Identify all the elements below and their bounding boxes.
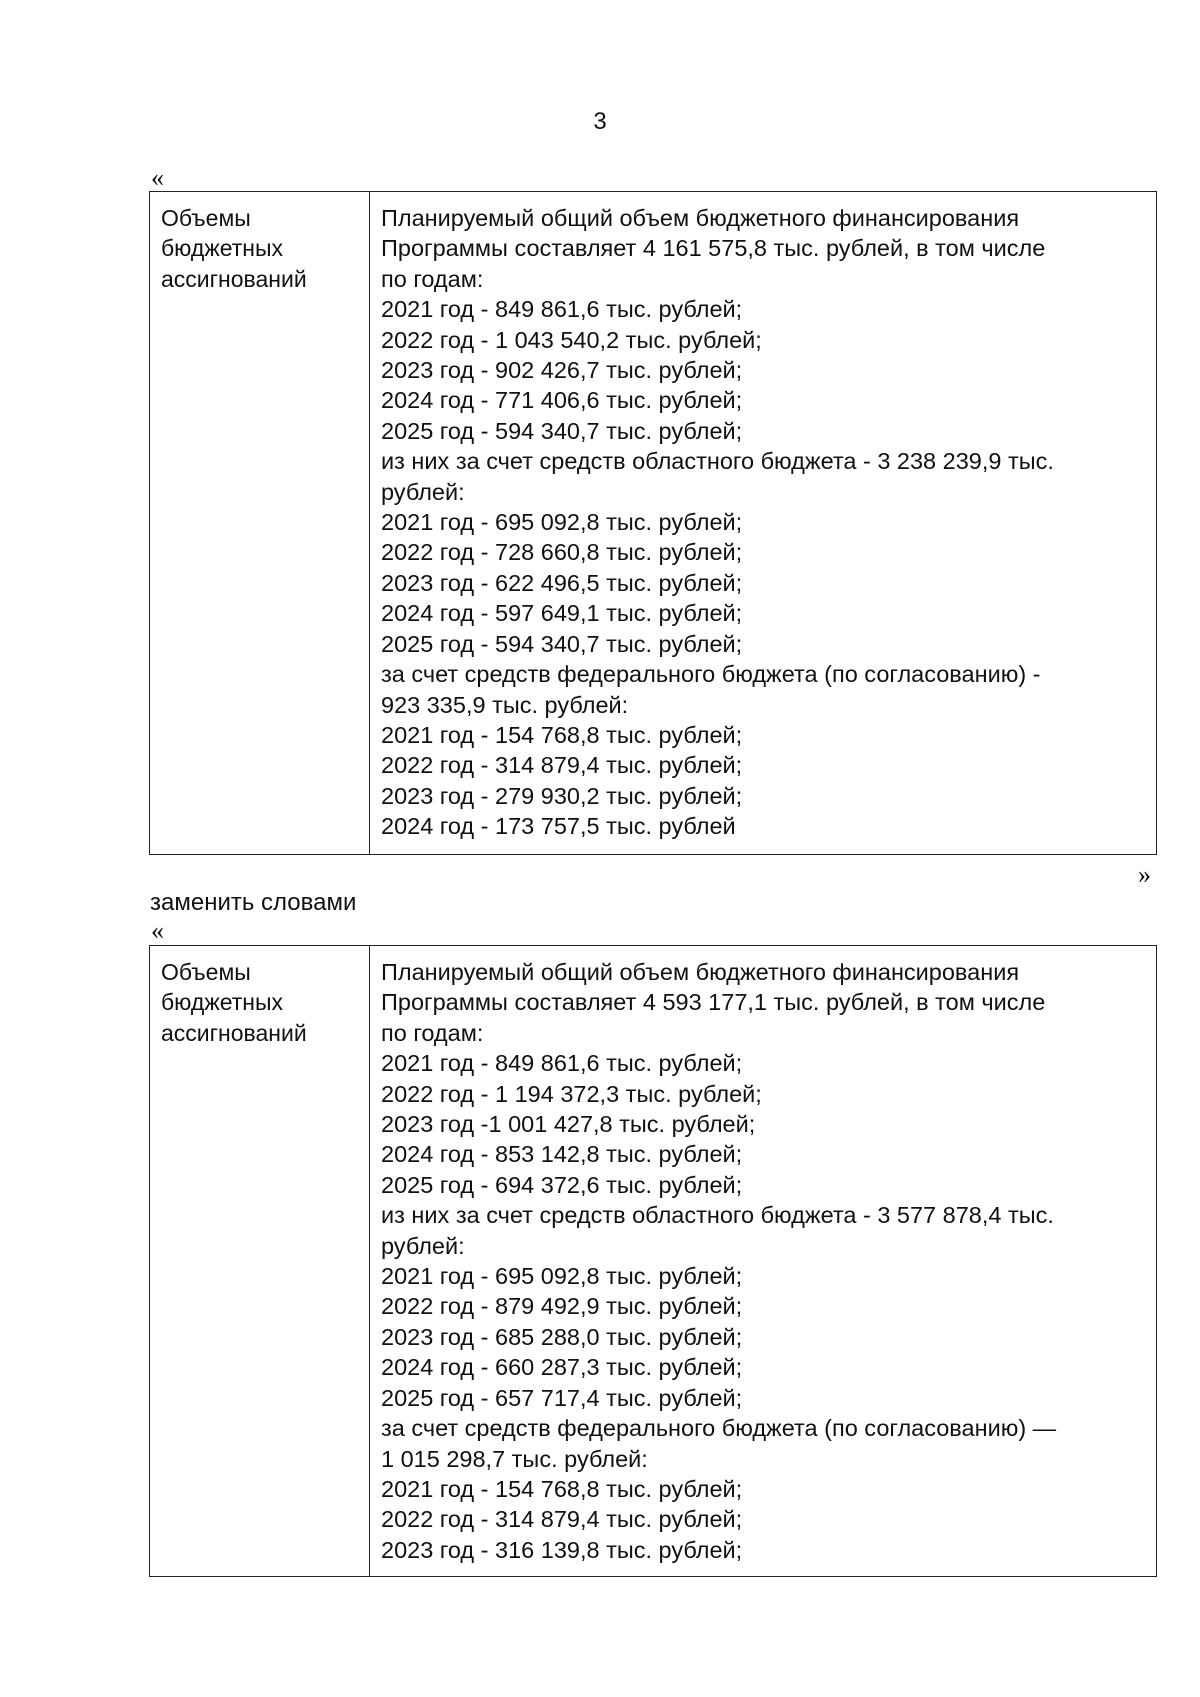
funding-line: 2021 год - 695 092,8 тыс. рублей; — [381, 509, 743, 536]
new-table-content-cell — [370, 946, 1156, 1576]
replace-with-text: заменить словами — [150, 889, 357, 916]
funding-line: 2023 год - 685 288,0 тыс. рублей; — [381, 1323, 743, 1350]
old-table-label-cell — [150, 192, 370, 854]
funding-line: из них за счет средств областного бюджета - 3 577 878,4 тыс. — [381, 1202, 1054, 1229]
funding-line: Планируемый общий объем бюджетного финансирования — [381, 959, 1020, 985]
funding-line: 2022 год - 1 043 540,2 тыс. рублей; — [381, 326, 762, 353]
funding-line: 2022 год - 879 492,9 тыс. рублей; — [381, 1293, 743, 1320]
funding-line: 2021 год - 154 768,8 тыс. рублей; — [381, 1475, 743, 1502]
funding-line: 2023 год - 622 496,5 тыс. рублей; — [381, 569, 743, 596]
funding-line: 2024 год - 597 649,1 тыс. рублей; — [381, 600, 743, 627]
funding-line: 2025 год - 594 340,7 тыс. рублей; — [381, 417, 743, 444]
funding-line: 2022 год - 1 194 372,3 тыс. рублей; — [381, 1080, 762, 1107]
funding-line: 923 335,9 тыс. рублей: — [381, 691, 629, 718]
funding-line: за счет средств федерального бюджета (по согласованию) - — [381, 661, 1041, 688]
funding-line: 2022 год - 728 660,8 тыс. рублей; — [381, 539, 743, 566]
new-block-open-quote: « — [151, 916, 164, 945]
label-line: Объемы — [161, 205, 251, 231]
funding-line: 2022 год - 314 879,4 тыс. рублей; — [381, 752, 743, 779]
funding-line: Программы составляет 4 593 177,1 тыс. рублей, в том числе — [381, 989, 1046, 1016]
funding-line: рублей: — [381, 478, 465, 505]
funding-line: по годам: — [381, 265, 484, 292]
label-line: ассигнований — [161, 1019, 307, 1046]
old-funding-table — [149, 191, 1157, 855]
funding-line: по годам: — [381, 1019, 484, 1046]
funding-line: 1 015 298,7 тыс. рублей: — [381, 1445, 648, 1472]
old-block-open-quote: « — [151, 163, 164, 192]
funding-line: 2022 год - 314 879,4 тыс. рублей; — [381, 1506, 743, 1533]
funding-line: 2023 год - 902 426,7 тыс. рублей; — [381, 357, 743, 384]
funding-line: 2025 год - 694 372,6 тыс. рублей; — [381, 1171, 743, 1198]
funding-line: Программы составляет 4 161 575,8 тыс. рублей, в том числе — [381, 235, 1046, 262]
funding-line: за счет средств федерального бюджета (по согласованию) — — [381, 1415, 1057, 1442]
funding-line: 2021 год - 154 768,8 тыс. рублей; — [381, 721, 743, 748]
funding-line: 2025 год - 594 340,7 тыс. рублей; — [381, 630, 743, 657]
funding-line: 2025 год - 657 717,4 тыс. рублей; — [381, 1384, 743, 1411]
funding-line: 2021 год - 849 861,6 тыс. рублей; — [381, 296, 743, 323]
funding-line: 2023 год -1 001 427,8 тыс. рублей; — [381, 1111, 756, 1138]
funding-line: 2024 год - 660 287,3 тыс. рублей; — [381, 1354, 743, 1381]
old-table-content-cell — [370, 192, 1156, 854]
funding-line: 2024 год - 173 757,5 тыс. рублей — [381, 813, 736, 840]
funding-line: 2021 год - 695 092,8 тыс. рублей; — [381, 1263, 743, 1290]
label-line: бюджетных — [161, 989, 284, 1016]
label-line: бюджетных — [161, 235, 284, 262]
new-funding-table — [149, 945, 1157, 1577]
old-block-close-quote: » — [1138, 860, 1151, 889]
funding-line: 2021 год - 849 861,6 тыс. рублей; — [381, 1050, 743, 1077]
new-table-label-cell — [150, 946, 370, 1576]
funding-line: из них за счет средств областного бюджета - 3 238 239,9 тыс. — [381, 448, 1054, 475]
funding-line: рублей: — [381, 1232, 465, 1259]
funding-line: Планируемый общий объем бюджетного финансирования — [381, 205, 1020, 231]
label-line: Объемы — [161, 959, 251, 985]
page-number: 3 — [593, 108, 607, 135]
funding-line: 2023 год - 316 139,8 тыс. рублей; — [381, 1536, 743, 1563]
funding-line: 2024 год - 771 406,6 тыс. рублей; — [381, 387, 743, 414]
label-line: ассигнований — [161, 265, 307, 292]
funding-line: 2024 год - 853 142,8 тыс. рублей; — [381, 1141, 743, 1168]
funding-line: 2023 год - 279 930,2 тыс. рублей; — [381, 782, 743, 809]
